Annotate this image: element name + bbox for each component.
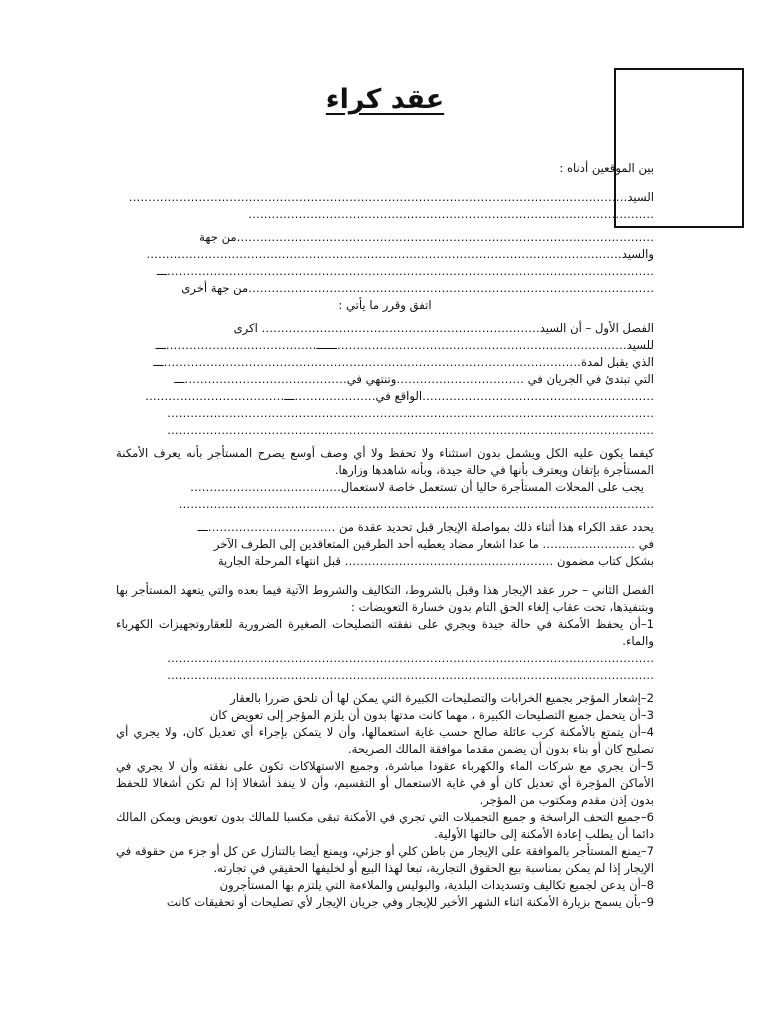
clause-6: 6–جميع التحف الراسخة و جميع التجميلات التي تجري في الأمكنة تبقى مكسبا للمالك بدون تعويض ويمكن المالك دائما أن يطلب إعادة الأمكنة إلى حالتها الأولية.: [116, 810, 654, 841]
first-party-end: ………………………………………………………………………………………………من جهة: [199, 230, 654, 244]
clause-1: 1–أن يحفظ الأمكنة في حالة جيدة ويجري على نفقته التصليحات الصغيرة الضرورية للعقاروتجهيزات الكهرباء والماء.: [116, 617, 654, 648]
fill-line: ………………………………………………………………………………………………………………: [167, 423, 654, 437]
second-party-line: والسيد……………………………………………………………………………………………………………: [146, 247, 654, 261]
clause-8: 8–أن يدعن لجميع تكاليف وتسديدات البلدية، والبوليس والملاءمة التي يلتزم بها المستأجرون: [219, 878, 654, 892]
first-party-line: السيد…………………………………………………………………………………………………………………: [128, 190, 654, 204]
tenant-line: للسيد…………………………………………………………………ــــــ…………………………………ـــ: [155, 338, 654, 352]
duration-line: الذي يقبل لمدة………………………………………………………………………………………………ـــ: [153, 355, 654, 369]
registered-letter-line: بشكل كتاب مضمون ……………………………………………… قبل انتهاء المرحلة الجارية: [217, 554, 654, 568]
parties-intro: بين الموقعين أدناه :: [559, 161, 654, 175]
premises-condition-paragraph: كيفما يكون عليه الكل ويشمل بدون استثناء ولا تحفظ ولا أي وصف أوسع يصرح المستأجر بأنه يعرف الأمكنة المستأجرة بإتقان ويعترف بأنها في حالة جيدة، وبأنه شاهدها وزارها.: [116, 446, 654, 477]
fill-line: ………………………………………………………………………………………………………………: [167, 651, 654, 665]
document-title: عقد كراء: [325, 84, 445, 115]
usage-line: يجب على المحلات المستأجرة حاليا أن تستعمل خاصة لاستعمال…………………………………: [190, 480, 644, 494]
notice-line: في …………………… ما عدا اشعار مضاد يعطيه أحد الطرفين المتعاقدين إلى الطرف الآخر: [213, 537, 654, 551]
fill-line: ……………………………………………………………………………………………………………: [178, 497, 654, 511]
article-1-line: الفصل الأول – أن السيد……………………………………………………………… اكرى: [233, 321, 654, 335]
clause-2: 2–إشعار المؤجر بجميع الخرابات والتصليحات الكبيرة التي يمكن لها أن تلحق ضررا بالعقار: [230, 691, 654, 705]
dates-line: التي تبتدئ في الجريان في ……………………………وتنتهي في……………………………………ـــ: [174, 372, 654, 386]
article-2-paragraph: الفصل الثاني – حرر عقد الإيجار هذا وقبل بالشروط، التكاليف والشروط الآتية فيما بعده والتي يتعهد المستأجر بها وبتنفيذها، تحت عقاب إلغاء الحق التام بدون خسارة التعويضات :: [116, 583, 654, 614]
contract-body: [116, 160, 654, 911]
clause-5: 5–أن يجري مع شركات الماء والكهرباء عقودا مباشرة، وجميع الاستهلاكات تكون على نفقته وأن لا يجري في الأماكن المؤجرة أي تعديل كان أو في غاية الاستعمال أو التقسيم، وأن لا ينفذ أشغالا إذا لم تكن أشغالا للحفظ بدون إذن مقدم ومكتوب من المؤجر.: [116, 759, 654, 807]
location-line: ……………………………………………………الواقع في…………………ـــ………………………………: [145, 389, 654, 403]
renewal-line: يحدد عقد الكراء هذا أثناء ذلك بمواصلة الإيجار قبل تحديد عقدة من ……………………………ـــ: [197, 520, 654, 534]
clause-9: 9–بأن يسمح بزيارة الأمكنة اثناء الشهر الأخير للإيجار وفي جريان الإيجار لأي تصليحات أو تحقيقات كانت: [166, 895, 654, 909]
clause-4: 4–أن يتمتع بالأمكنة كرب عائلة صالح حسب غاية استعمالها، وأن لا يتمكن بإجراء أي تعديل كان، ولا يجري أي تصليح كان أو بناء بدون أن يضمن مقدما موافقة المالك الصريحة.: [116, 725, 654, 756]
fill-line: ………………………………………………………………………………………………………………: [167, 668, 654, 682]
clause-3: 3–أن يتحمل جميع التصليحات الكبيرة ، مهما كانت مدتها بدون أن يلزم المؤجر إلى تعويض كان: [209, 708, 654, 722]
fill-line: ………………………………………………………………………………………………………………ـــ: [156, 264, 654, 278]
agreement-heading: اتفق وقرر ما يأتي :: [338, 298, 432, 312]
clause-7: 7–يمنع المستأجر بالموافقة على الإيجار من باطن كلي أو جزئي، ويمنع أيضا بالتنازل عن كل أو جزء من حقوقه في الإيجار إذا لم يمكن بمناسبة بيع الحقوق التجارية، تبعا لهذا البيع أو لخليفها الحقيقي في تجارته.: [116, 844, 654, 875]
fill-line: ……………………………………………………………………………………………: [248, 207, 654, 221]
fill-line: ………………………………………………………………………………………………………………: [167, 406, 654, 420]
second-party-end: ……………………………………………………………………………………………من جهة أخرى: [181, 281, 654, 295]
